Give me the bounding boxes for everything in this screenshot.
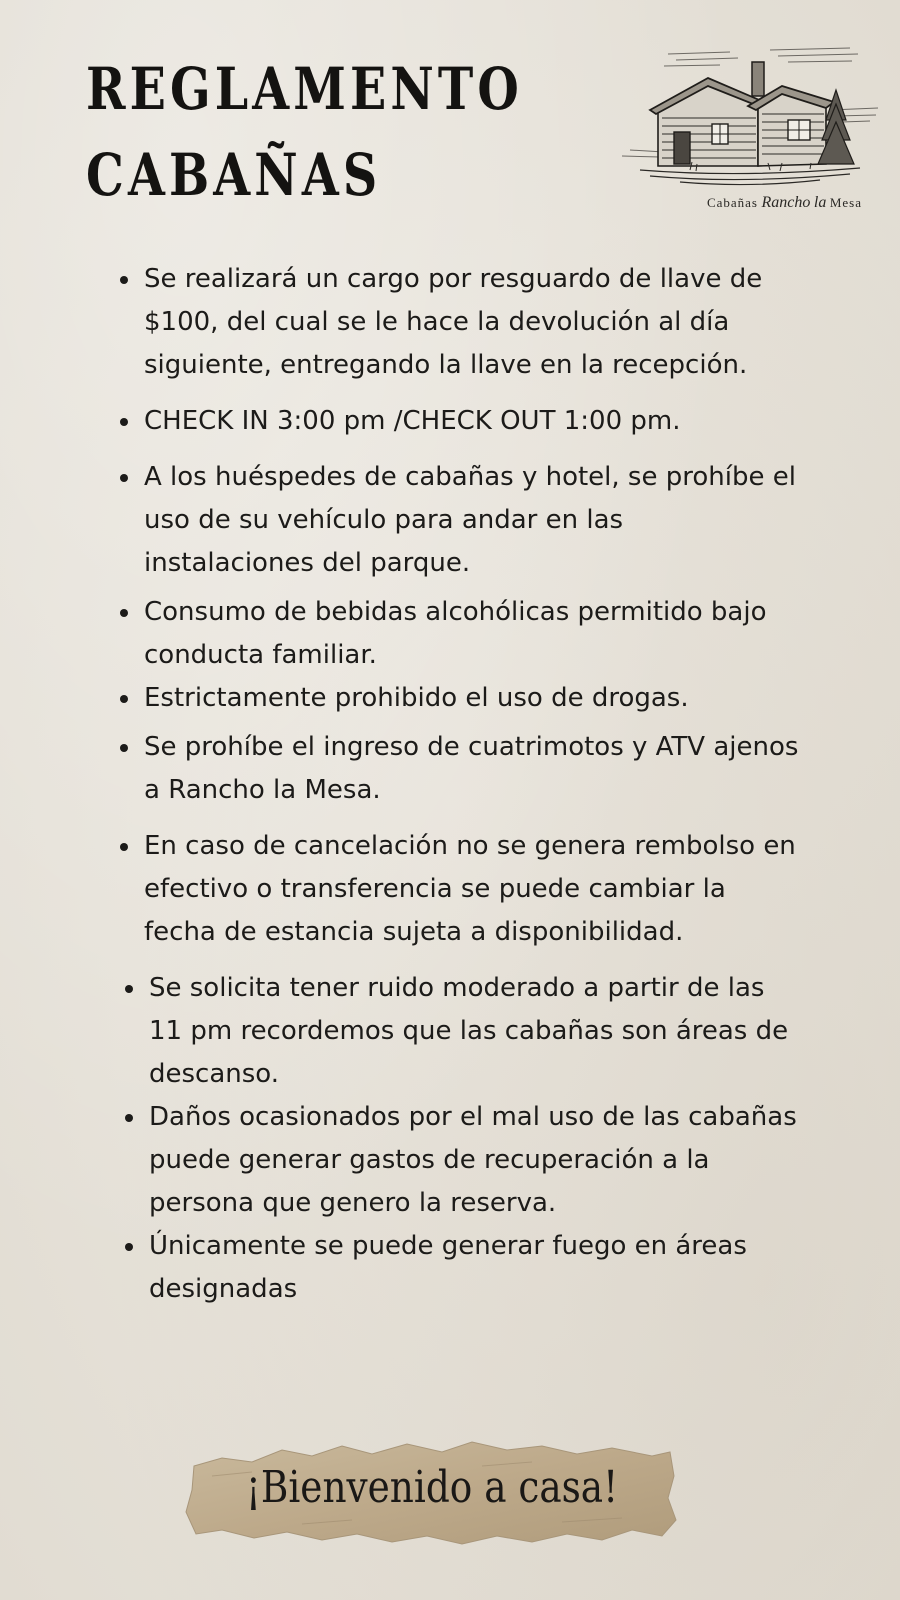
rule-item: Se solicita tener ruido moderado a partir de las 11 pm recordemos que las cabañas son áreas de descanso. — [115, 967, 800, 1096]
logo-brand: Cabañas — [706, 195, 758, 210]
logo-name: Mesa — [829, 195, 862, 210]
rules-list — [110, 258, 800, 1311]
title-line-1: REGLAMENTO — [86, 55, 523, 123]
rule-item: Se realizará un cargo por resguardo de llave de $100, del cual se le hace la devolución al día siguiente, entregando la llave en la recepción. — [110, 258, 800, 387]
rule-item: A los huéspedes de cabañas y hotel, se prohíbe el uso de su vehículo para andar en las instalaciones del parque. — [110, 456, 800, 585]
page-title — [86, 46, 523, 218]
title-line-2: CABAÑAS — [86, 141, 382, 209]
rule-item: En caso de cancelación no se genera rembolso en efectivo o transferencia se puede cambiar la fecha de estancia sujeta a disponibilidad. — [110, 825, 800, 954]
rule-item: Consumo de bebidas alcohólicas permitido bajo conducta familiar. — [110, 591, 800, 677]
welcome-text: ¡Bienvenido a casa! — [245, 1462, 619, 1513]
rule-item: Se prohíbe el ingreso de cuatrimotos y ATV ajenos a Rancho la Mesa. — [110, 726, 800, 812]
rule-item: Estrictamente prohibido el uso de drogas. — [110, 677, 800, 720]
cabin-sketch-icon — [620, 40, 880, 190]
rule-item: Daños ocasionados por el mal uso de las cabañas puede generar gastos de recuperación a la persona que genero la reserva. — [115, 1096, 800, 1225]
logo-script: Rancho — [761, 194, 811, 211]
rule-item: Únicamente se puede generar fuego en áreas designadas — [115, 1225, 800, 1311]
welcome-banner — [182, 1436, 682, 1548]
logo-script-small: la — [813, 194, 827, 211]
cabin-logo — [620, 40, 880, 230]
rule-item: CHECK IN 3:00 pm /CHECK OUT 1:00 pm. — [110, 400, 800, 443]
logo-caption — [707, 194, 862, 212]
